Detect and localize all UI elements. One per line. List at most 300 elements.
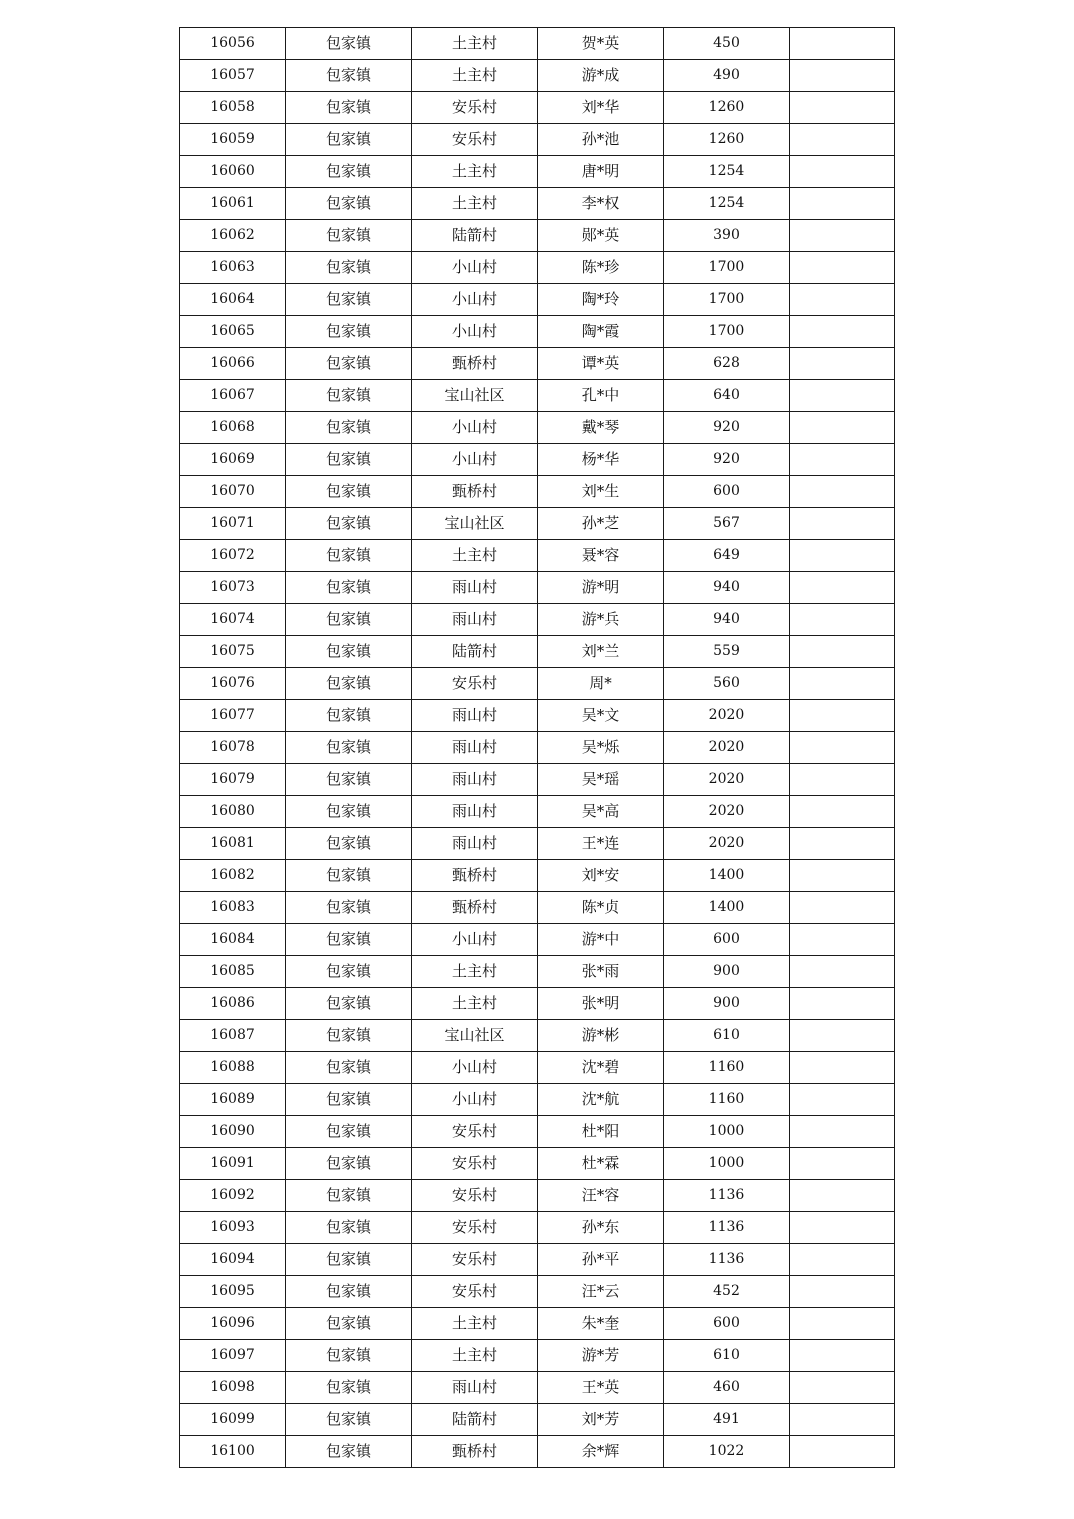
- cell-amount: 610: [664, 1020, 790, 1052]
- cell-village: 土主村: [412, 540, 538, 572]
- table-row: [180, 764, 895, 796]
- cell-name: 孙*池: [538, 124, 664, 156]
- cell-town: 包家镇: [286, 1436, 412, 1468]
- cell-town: 包家镇: [286, 1308, 412, 1340]
- cell-town: 包家镇: [286, 668, 412, 700]
- cell-id: 16077: [180, 700, 286, 732]
- cell-town: 包家镇: [286, 1116, 412, 1148]
- cell-note: [790, 348, 895, 380]
- cell-town: 包家镇: [286, 476, 412, 508]
- cell-note: [790, 572, 895, 604]
- cell-village: 宝山社区: [412, 508, 538, 540]
- cell-village: 土主村: [412, 1340, 538, 1372]
- cell-village: 安乐村: [412, 1116, 538, 1148]
- cell-town: 包家镇: [286, 252, 412, 284]
- cell-village: 土主村: [412, 956, 538, 988]
- cell-name: 刘*兰: [538, 636, 664, 668]
- cell-village: 安乐村: [412, 1276, 538, 1308]
- cell-amount: 628: [664, 348, 790, 380]
- cell-name: 贺*英: [538, 28, 664, 60]
- cell-amount: 1160: [664, 1084, 790, 1116]
- cell-amount: 2020: [664, 764, 790, 796]
- cell-town: 包家镇: [286, 540, 412, 572]
- table-row: [180, 796, 895, 828]
- cell-id: 16067: [180, 380, 286, 412]
- cell-name: 聂*容: [538, 540, 664, 572]
- cell-village: 甄桥村: [412, 860, 538, 892]
- cell-note: [790, 1212, 895, 1244]
- cell-town: 包家镇: [286, 604, 412, 636]
- cell-note: [790, 764, 895, 796]
- cell-town: 包家镇: [286, 956, 412, 988]
- cell-note: [790, 188, 895, 220]
- cell-note: [790, 380, 895, 412]
- cell-name: 孙*东: [538, 1212, 664, 1244]
- cell-amount: 390: [664, 220, 790, 252]
- cell-name: 沈*碧: [538, 1052, 664, 1084]
- cell-village: 土主村: [412, 188, 538, 220]
- cell-name: 吴*瑶: [538, 764, 664, 796]
- cell-town: 包家镇: [286, 1084, 412, 1116]
- table-row: [180, 924, 895, 956]
- table-row: [180, 1084, 895, 1116]
- table-row: [180, 348, 895, 380]
- cell-town: 包家镇: [286, 444, 412, 476]
- cell-note: [790, 828, 895, 860]
- cell-note: [790, 892, 895, 924]
- cell-name: 陈*贞: [538, 892, 664, 924]
- cell-village: 土主村: [412, 988, 538, 1020]
- table-row: [180, 1308, 895, 1340]
- cell-town: 包家镇: [286, 380, 412, 412]
- cell-id: 16095: [180, 1276, 286, 1308]
- table-row: [180, 828, 895, 860]
- cell-town: 包家镇: [286, 284, 412, 316]
- cell-id: 16063: [180, 252, 286, 284]
- cell-name: 刘*安: [538, 860, 664, 892]
- cell-note: [790, 700, 895, 732]
- cell-amount: 649: [664, 540, 790, 572]
- table-row: [180, 316, 895, 348]
- cell-village: 宝山社区: [412, 1020, 538, 1052]
- cell-village: 陆箭村: [412, 636, 538, 668]
- cell-town: 包家镇: [286, 28, 412, 60]
- cell-id: 16065: [180, 316, 286, 348]
- cell-amount: 1000: [664, 1148, 790, 1180]
- cell-name: 陈*珍: [538, 252, 664, 284]
- cell-town: 包家镇: [286, 700, 412, 732]
- cell-amount: 1022: [664, 1436, 790, 1468]
- cell-note: [790, 956, 895, 988]
- cell-town: 包家镇: [286, 1052, 412, 1084]
- cell-name: 杜*阳: [538, 1116, 664, 1148]
- cell-town: 包家镇: [286, 124, 412, 156]
- cell-name: 王*英: [538, 1372, 664, 1404]
- cell-note: [790, 1020, 895, 1052]
- cell-village: 甄桥村: [412, 348, 538, 380]
- cell-name: 张*明: [538, 988, 664, 1020]
- cell-id: 16069: [180, 444, 286, 476]
- cell-amount: 1000: [664, 1116, 790, 1148]
- cell-village: 雨山村: [412, 732, 538, 764]
- cell-id: 16090: [180, 1116, 286, 1148]
- cell-amount: 600: [664, 924, 790, 956]
- cell-village: 安乐村: [412, 1244, 538, 1276]
- cell-id: 16058: [180, 92, 286, 124]
- cell-town: 包家镇: [286, 1020, 412, 1052]
- cell-town: 包家镇: [286, 156, 412, 188]
- table-row: [180, 636, 895, 668]
- cell-note: [790, 508, 895, 540]
- cell-id: 16080: [180, 796, 286, 828]
- cell-id: 16074: [180, 604, 286, 636]
- cell-note: [790, 604, 895, 636]
- table-row: [180, 380, 895, 412]
- cell-town: 包家镇: [286, 892, 412, 924]
- cell-id: 16100: [180, 1436, 286, 1468]
- cell-amount: 1160: [664, 1052, 790, 1084]
- cell-amount: 491: [664, 1404, 790, 1436]
- cell-amount: 490: [664, 60, 790, 92]
- cell-village: 小山村: [412, 1084, 538, 1116]
- cell-name: 刘*芳: [538, 1404, 664, 1436]
- cell-id: 16066: [180, 348, 286, 380]
- cell-town: 包家镇: [286, 1372, 412, 1404]
- cell-note: [790, 668, 895, 700]
- cell-village: 小山村: [412, 924, 538, 956]
- table-row: [180, 188, 895, 220]
- table-row: [180, 1180, 895, 1212]
- cell-village: 土主村: [412, 1308, 538, 1340]
- cell-amount: 1700: [664, 252, 790, 284]
- table-row: [180, 1052, 895, 1084]
- cell-village: 小山村: [412, 284, 538, 316]
- cell-id: 16064: [180, 284, 286, 316]
- cell-id: 16076: [180, 668, 286, 700]
- cell-amount: 1254: [664, 156, 790, 188]
- cell-id: 16079: [180, 764, 286, 796]
- cell-note: [790, 1404, 895, 1436]
- table-row: [180, 476, 895, 508]
- cell-village: 陆箭村: [412, 220, 538, 252]
- table-row: [180, 124, 895, 156]
- cell-note: [790, 1276, 895, 1308]
- cell-id: 16083: [180, 892, 286, 924]
- cell-amount: 920: [664, 412, 790, 444]
- table-row: [180, 956, 895, 988]
- cell-town: 包家镇: [286, 1180, 412, 1212]
- data-table: [179, 27, 895, 1468]
- cell-id: 16097: [180, 1340, 286, 1372]
- cell-town: 包家镇: [286, 636, 412, 668]
- cell-amount: 2020: [664, 828, 790, 860]
- table-row: [180, 284, 895, 316]
- cell-note: [790, 540, 895, 572]
- table-body: [180, 28, 895, 1468]
- cell-id: 16062: [180, 220, 286, 252]
- cell-note: [790, 1084, 895, 1116]
- cell-note: [790, 412, 895, 444]
- cell-note: [790, 92, 895, 124]
- cell-note: [790, 1436, 895, 1468]
- cell-amount: 460: [664, 1372, 790, 1404]
- cell-name: 戴*琴: [538, 412, 664, 444]
- cell-village: 宝山社区: [412, 380, 538, 412]
- cell-village: 小山村: [412, 1052, 538, 1084]
- table-row: [180, 732, 895, 764]
- cell-village: 雨山村: [412, 1372, 538, 1404]
- cell-name: 刘*生: [538, 476, 664, 508]
- cell-note: [790, 284, 895, 316]
- cell-amount: 1136: [664, 1212, 790, 1244]
- cell-id: 16056: [180, 28, 286, 60]
- table-row: [180, 1436, 895, 1468]
- cell-note: [790, 1052, 895, 1084]
- cell-id: 16094: [180, 1244, 286, 1276]
- cell-note: [790, 28, 895, 60]
- cell-village: 小山村: [412, 444, 538, 476]
- cell-town: 包家镇: [286, 1340, 412, 1372]
- cell-name: 周*: [538, 668, 664, 700]
- cell-amount: 900: [664, 956, 790, 988]
- cell-id: 16085: [180, 956, 286, 988]
- cell-amount: 920: [664, 444, 790, 476]
- cell-town: 包家镇: [286, 92, 412, 124]
- cell-name: 吴*烁: [538, 732, 664, 764]
- cell-village: 土主村: [412, 28, 538, 60]
- cell-id: 16059: [180, 124, 286, 156]
- cell-name: 游*兵: [538, 604, 664, 636]
- table-row: [180, 860, 895, 892]
- cell-note: [790, 1180, 895, 1212]
- cell-town: 包家镇: [286, 860, 412, 892]
- cell-amount: 600: [664, 476, 790, 508]
- cell-amount: 1136: [664, 1244, 790, 1276]
- cell-note: [790, 1116, 895, 1148]
- table-row: [180, 220, 895, 252]
- cell-name: 吴*文: [538, 700, 664, 732]
- cell-amount: 940: [664, 572, 790, 604]
- cell-name: 杜*霖: [538, 1148, 664, 1180]
- cell-note: [790, 252, 895, 284]
- cell-name: 游*彬: [538, 1020, 664, 1052]
- cell-town: 包家镇: [286, 924, 412, 956]
- cell-town: 包家镇: [286, 60, 412, 92]
- cell-town: 包家镇: [286, 796, 412, 828]
- cell-id: 16093: [180, 1212, 286, 1244]
- cell-name: 汪*容: [538, 1180, 664, 1212]
- cell-name: 陶*玲: [538, 284, 664, 316]
- cell-amount: 1700: [664, 284, 790, 316]
- table-row: [180, 668, 895, 700]
- cell-name: 杨*华: [538, 444, 664, 476]
- cell-id: 16092: [180, 1180, 286, 1212]
- table-row: [180, 540, 895, 572]
- cell-village: 甄桥村: [412, 476, 538, 508]
- cell-note: [790, 796, 895, 828]
- table-row: [180, 1020, 895, 1052]
- cell-note: [790, 316, 895, 348]
- cell-id: 16075: [180, 636, 286, 668]
- cell-id: 16060: [180, 156, 286, 188]
- cell-name: 陶*霞: [538, 316, 664, 348]
- cell-village: 雨山村: [412, 828, 538, 860]
- cell-town: 包家镇: [286, 348, 412, 380]
- cell-note: [790, 1148, 895, 1180]
- table-row: [180, 604, 895, 636]
- cell-amount: 1260: [664, 124, 790, 156]
- cell-village: 土主村: [412, 60, 538, 92]
- cell-amount: 2020: [664, 796, 790, 828]
- table-row: [180, 1244, 895, 1276]
- cell-amount: 1254: [664, 188, 790, 220]
- cell-village: 安乐村: [412, 1148, 538, 1180]
- cell-name: 吴*高: [538, 796, 664, 828]
- cell-id: 16070: [180, 476, 286, 508]
- table-row: [180, 700, 895, 732]
- cell-village: 陆箭村: [412, 1404, 538, 1436]
- cell-village: 甄桥村: [412, 892, 538, 924]
- cell-amount: 1400: [664, 860, 790, 892]
- cell-id: 16057: [180, 60, 286, 92]
- cell-id: 16071: [180, 508, 286, 540]
- cell-id: 16089: [180, 1084, 286, 1116]
- cell-village: 安乐村: [412, 668, 538, 700]
- cell-note: [790, 60, 895, 92]
- cell-name: 游*明: [538, 572, 664, 604]
- cell-note: [790, 220, 895, 252]
- cell-id: 16068: [180, 412, 286, 444]
- cell-id: 16073: [180, 572, 286, 604]
- cell-note: [790, 444, 895, 476]
- cell-name: 孔*中: [538, 380, 664, 412]
- cell-note: [790, 1308, 895, 1340]
- cell-id: 16086: [180, 988, 286, 1020]
- cell-town: 包家镇: [286, 572, 412, 604]
- table-row: [180, 892, 895, 924]
- cell-name: 刘*华: [538, 92, 664, 124]
- cell-amount: 2020: [664, 700, 790, 732]
- cell-name: 孙*平: [538, 1244, 664, 1276]
- cell-town: 包家镇: [286, 828, 412, 860]
- table-row: [180, 60, 895, 92]
- cell-note: [790, 476, 895, 508]
- cell-amount: 1700: [664, 316, 790, 348]
- cell-amount: 1260: [664, 92, 790, 124]
- cell-name: 唐*明: [538, 156, 664, 188]
- table-row: [180, 1372, 895, 1404]
- cell-amount: 559: [664, 636, 790, 668]
- cell-amount: 640: [664, 380, 790, 412]
- cell-town: 包家镇: [286, 508, 412, 540]
- cell-village: 安乐村: [412, 92, 538, 124]
- cell-town: 包家镇: [286, 1404, 412, 1436]
- table-row: [180, 1276, 895, 1308]
- cell-village: 小山村: [412, 252, 538, 284]
- cell-name: 游*芳: [538, 1340, 664, 1372]
- cell-note: [790, 732, 895, 764]
- cell-id: 16087: [180, 1020, 286, 1052]
- cell-name: 谭*英: [538, 348, 664, 380]
- cell-name: 汪*云: [538, 1276, 664, 1308]
- cell-name: 张*雨: [538, 956, 664, 988]
- cell-amount: 1136: [664, 1180, 790, 1212]
- table-row: [180, 1148, 895, 1180]
- table-row: [180, 252, 895, 284]
- table-row: [180, 572, 895, 604]
- cell-amount: 450: [664, 28, 790, 60]
- cell-town: 包家镇: [286, 764, 412, 796]
- table-row: [180, 412, 895, 444]
- cell-village: 安乐村: [412, 1212, 538, 1244]
- cell-note: [790, 124, 895, 156]
- cell-town: 包家镇: [286, 1212, 412, 1244]
- table-row: [180, 1404, 895, 1436]
- cell-village: 小山村: [412, 412, 538, 444]
- cell-id: 16096: [180, 1308, 286, 1340]
- cell-village: 雨山村: [412, 796, 538, 828]
- cell-note: [790, 636, 895, 668]
- cell-village: 土主村: [412, 156, 538, 188]
- cell-amount: 452: [664, 1276, 790, 1308]
- table-row: [180, 988, 895, 1020]
- cell-village: 安乐村: [412, 1180, 538, 1212]
- cell-id: 16084: [180, 924, 286, 956]
- cell-id: 16088: [180, 1052, 286, 1084]
- table-row: [180, 1212, 895, 1244]
- cell-amount: 900: [664, 988, 790, 1020]
- cell-name: 李*权: [538, 188, 664, 220]
- cell-id: 16082: [180, 860, 286, 892]
- cell-name: 王*连: [538, 828, 664, 860]
- table-row: [180, 28, 895, 60]
- cell-village: 雨山村: [412, 764, 538, 796]
- cell-note: [790, 1244, 895, 1276]
- table-row: [180, 156, 895, 188]
- cell-village: 雨山村: [412, 572, 538, 604]
- cell-name: 余*辉: [538, 1436, 664, 1468]
- cell-id: 16081: [180, 828, 286, 860]
- cell-village: 甄桥村: [412, 1436, 538, 1468]
- cell-amount: 2020: [664, 732, 790, 764]
- cell-town: 包家镇: [286, 1276, 412, 1308]
- cell-note: [790, 860, 895, 892]
- cell-village: 雨山村: [412, 700, 538, 732]
- table-row: [180, 1340, 895, 1372]
- cell-id: 16098: [180, 1372, 286, 1404]
- cell-town: 包家镇: [286, 1148, 412, 1180]
- cell-amount: 610: [664, 1340, 790, 1372]
- cell-town: 包家镇: [286, 732, 412, 764]
- cell-id: 16078: [180, 732, 286, 764]
- cell-note: [790, 156, 895, 188]
- cell-village: 雨山村: [412, 604, 538, 636]
- cell-name: 沈*航: [538, 1084, 664, 1116]
- cell-amount: 940: [664, 604, 790, 636]
- cell-name: 游*成: [538, 60, 664, 92]
- cell-id: 16061: [180, 188, 286, 220]
- cell-name: 郧*英: [538, 220, 664, 252]
- cell-note: [790, 988, 895, 1020]
- cell-name: 朱*奎: [538, 1308, 664, 1340]
- cell-name: 游*中: [538, 924, 664, 956]
- cell-town: 包家镇: [286, 220, 412, 252]
- cell-village: 小山村: [412, 316, 538, 348]
- cell-amount: 600: [664, 1308, 790, 1340]
- cell-note: [790, 1372, 895, 1404]
- cell-amount: 560: [664, 668, 790, 700]
- cell-town: 包家镇: [286, 188, 412, 220]
